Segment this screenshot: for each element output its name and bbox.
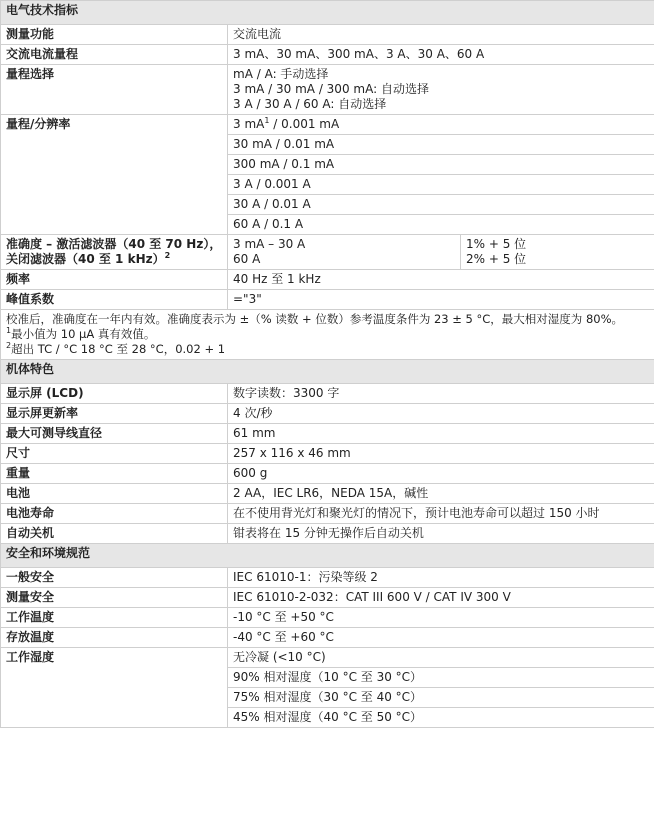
footnote-marker: 2: [164, 251, 171, 260]
row-label: 显示屏 (LCD): [1, 384, 228, 404]
table-row: [1, 424, 654, 444]
range-select-line: 3 A / 30 A / 60 A: 自动选择: [233, 97, 387, 111]
accuracy-value: 2% + 5 位: [466, 252, 527, 266]
resolution-value: 3 A / 0.001 A: [228, 175, 654, 195]
row-label: 显示屏更新率: [1, 404, 228, 424]
resolution-value: 300 mA / 0.1 mA: [228, 155, 654, 175]
row-label: 电池: [1, 484, 228, 504]
range-select-line: 3 mA / 30 mA / 300 mA: 自动选择: [233, 82, 429, 96]
row-label: 尺寸: [1, 444, 228, 464]
humidity-value: 90% 相对湿度（10 °C 至 30 °C）: [228, 668, 654, 688]
row-value: 2 AA，IEC LR6，NEDA 15A，碱性: [228, 484, 654, 504]
table-row: [1, 25, 654, 45]
table-row: [1, 568, 654, 588]
table-row: [1, 444, 654, 464]
table-row: [1, 235, 654, 270]
row-value: 4 次/秒: [228, 404, 654, 424]
accuracy-range: 3 mA – 30 A: [233, 237, 306, 251]
row-value: IEC 61010-1：污染等级 2: [228, 568, 654, 588]
row-value: 数字读数：3300 字: [228, 384, 654, 404]
row-value: -40 °C 至 +60 °C: [228, 628, 654, 648]
humidity-value: 75% 相对湿度（30 °C 至 40 °C）: [228, 688, 654, 708]
humidity-value: 45% 相对湿度（40 °C 至 50 °C）: [228, 708, 654, 728]
row-value: 在不使用背光灯和聚光灯的情况下，预计电池寿命可以超过 150 小时: [228, 504, 654, 524]
row-label: 电池寿命: [1, 504, 228, 524]
row-value: 40 Hz 至 1 kHz: [228, 270, 654, 290]
row-value: ="3": [228, 290, 654, 310]
accuracy-range: 60 A: [233, 252, 261, 266]
accuracy-value: 1% + 5 位: [466, 237, 527, 251]
note-line: $^2$超出 TC / °C 18 °C 至 28 °C，0.02 + 1: [6, 341, 226, 356]
row-label: 频率: [1, 270, 228, 290]
row-label: 准确度 – 激活滤波器（40 至 70 Hz），关闭滤波器（40 至 1 kHz）$^2$: [1, 235, 228, 270]
row-label: 重量: [1, 464, 228, 484]
accuracy-ranges: [228, 235, 461, 270]
table-row: [1, 270, 654, 290]
row-label: 测量功能: [1, 25, 228, 45]
table-row: [1, 608, 654, 628]
row-label: 最大可测导线直径: [1, 424, 228, 444]
row-value: -10 °C 至 +50 °C: [228, 608, 654, 628]
row-value: 600 g: [228, 464, 654, 484]
table-row: [1, 65, 654, 115]
footnote-marker: 1: [264, 116, 270, 125]
section-header-row: [1, 544, 654, 568]
row-value: 61 mm: [228, 424, 654, 444]
note-line: $^1$最小值为 10 μA 真有效值。: [6, 326, 156, 341]
row-value: [228, 65, 654, 115]
row-label: 工作温度: [1, 608, 228, 628]
section-header-row: [1, 360, 654, 384]
notes-row: [1, 310, 654, 360]
table-row: [1, 404, 654, 424]
resolution-value: 30 A / 0.01 A: [228, 195, 654, 215]
table-row: [1, 504, 654, 524]
table-row: [1, 384, 654, 404]
table-row: [1, 524, 654, 544]
row-label: 一般安全: [1, 568, 228, 588]
row-value: 3 mA、30 mA、300 mA、3 A、30 A、60 A: [228, 45, 654, 65]
range-select-line: mA / A: 手动选择: [233, 67, 329, 81]
table-row: [1, 628, 654, 648]
row-value: 交流电流: [228, 25, 654, 45]
row-label: 测量安全: [1, 588, 228, 608]
row-value: IEC 61010-2-032：CAT III 600 V / CAT IV 300 V: [228, 588, 654, 608]
table-row: [1, 464, 654, 484]
footnote-marker: 2: [6, 341, 12, 351]
section-header-row: [1, 1, 654, 25]
row-value: 钳表将在 15 分钟无操作后自动关机: [228, 524, 654, 544]
resolution-value: 3 $mA^1 / 0.001$ mA: [228, 115, 654, 135]
table-row: [1, 588, 654, 608]
row-label: 存放温度: [1, 628, 228, 648]
table-row: [1, 648, 654, 668]
note-line: 校准后，准确度在一年内有效。准确度表示为 ±（% 读数 + 位数）参考温度条件为 23 ± 5 °C，最大相对湿度为 80%。: [6, 312, 624, 326]
resolution-value: 60 A / 0.1 A: [228, 215, 654, 235]
section-title-electrical: 电气技术指标: [1, 1, 654, 25]
row-value: 257 x 116 x 46 mm: [228, 444, 654, 464]
row-label: 自动关机: [1, 524, 228, 544]
table-row: [1, 290, 654, 310]
section-title-safety: 安全和环境规范: [1, 544, 654, 568]
row-label: 工作湿度: [1, 648, 228, 728]
table-row: [1, 45, 654, 65]
section-title-mechanical: 机体特色: [1, 360, 654, 384]
row-label: 峰值系数: [1, 290, 228, 310]
humidity-value: 无冷凝 (<10 °C): [228, 648, 654, 668]
notes: [1, 310, 654, 360]
resolution-value: 30 mA / 0.01 mA: [228, 135, 654, 155]
table-row: [1, 115, 654, 135]
table-row: [1, 484, 654, 504]
row-label: 量程/分辨率: [1, 115, 228, 235]
footnote-marker: 1: [6, 326, 12, 336]
row-label: 量程选择: [1, 65, 228, 115]
row-label: 交流电流量程: [1, 45, 228, 65]
accuracy-values: [461, 235, 654, 270]
